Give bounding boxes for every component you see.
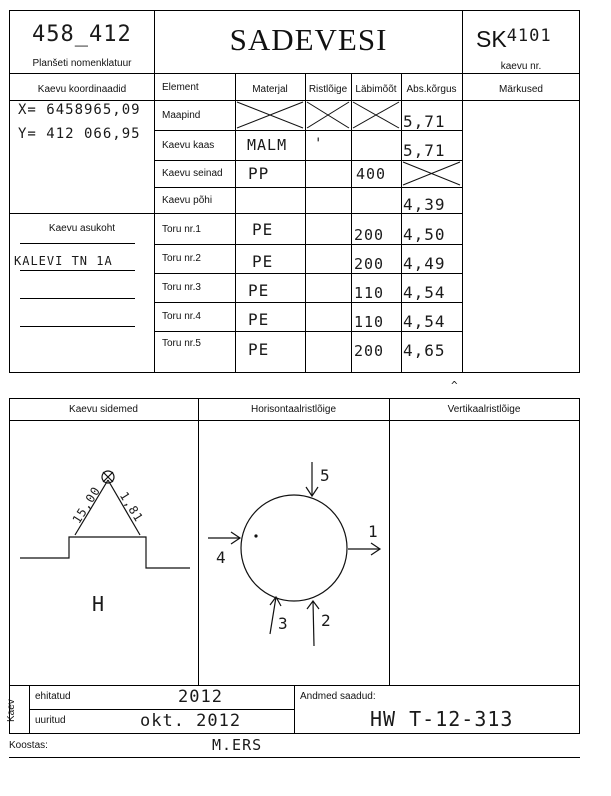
connections-label: Kaevu sidemed [69, 404, 138, 415]
abs-bottom: 4,39 [403, 195, 446, 214]
col-header-material: Materjal [252, 84, 288, 95]
data-source-label: Andmed saadud: [300, 691, 376, 702]
row-label-ground: Maapind [162, 110, 201, 121]
pipe-4-label: 4 [216, 548, 227, 567]
diameter-pipe-1: 200 [354, 226, 385, 244]
location-label: Kaevu asukoht [48, 223, 116, 234]
row-label-walls: Kaevu seinad [162, 168, 223, 179]
pipe-2-label: 2 [321, 611, 332, 630]
abs-lid: 5,71 [403, 141, 446, 160]
surveyed-value: okt. 2012 [140, 711, 242, 731]
material-walls: PP [248, 164, 270, 183]
data-source-value: HW T-12-313 [370, 707, 514, 731]
diameter-pipe-3: 110 [354, 284, 385, 302]
built-label: ehitatud [35, 691, 71, 702]
row-label-pipe-2: Toru nr.2 [162, 253, 201, 264]
distance-left-label: 15,00 [69, 483, 104, 527]
coords-label: Kaevu koordinaadid [37, 84, 127, 95]
material-pipe-4: PE [248, 310, 270, 329]
location-value: KALEVI TN 1A [14, 254, 113, 268]
row-label-pipe-1: Toru nr.1 [162, 224, 201, 235]
col-header-element: Element [162, 82, 199, 93]
row-label-pipe-5: Toru nr.5 [162, 338, 201, 349]
material-pipe-5: PE [248, 340, 270, 359]
author-label: Koostas: [9, 740, 48, 751]
pipe-2-arrow [313, 601, 314, 646]
abs-pipe-2: 4,49 [403, 254, 446, 273]
material-pipe-2: PE [252, 252, 274, 271]
distance-right-label: 1,81 [116, 489, 147, 525]
col-header-notes: Märkused [499, 84, 543, 95]
pipe-3-arrow [270, 597, 276, 634]
stray-mark: ^ [451, 379, 459, 392]
kaev-label: Kaev [6, 699, 17, 722]
author-value: M.ERS [212, 736, 263, 754]
row-label-pipe-3: Toru nr.3 [162, 282, 201, 293]
material-pipe-3: PE [248, 281, 270, 300]
row-label-bottom: Kaevu põhi [162, 195, 213, 206]
coord-y-value: Y= 412 066,95 [18, 126, 141, 142]
well-id-number: 4101 [506, 26, 552, 46]
material-lid: MALM [247, 136, 288, 154]
pipe-1-label: 1 [368, 522, 379, 541]
surveyed-label: uuritud [35, 715, 66, 726]
pipe-3-label: 3 [278, 614, 289, 633]
map-sheet-label: Planšeti nomenklatuur [32, 58, 132, 69]
abs-pipe-4: 4,54 [403, 312, 446, 331]
col-header-diameter: Läbimõõt [355, 84, 397, 95]
material-pipe-1: PE [252, 220, 274, 239]
house-label: H [92, 592, 106, 616]
diameter-pipe-2: 200 [354, 255, 385, 273]
abs-pipe-3: 4,54 [403, 283, 446, 302]
cross-lid: ' [314, 136, 324, 152]
col-header-abs: Abs.kõrgus [406, 84, 457, 95]
coord-x-value: X= 6458965,09 [18, 102, 141, 118]
col-header-cross: Ristlõige [308, 84, 348, 95]
diameter-walls: 400 [356, 165, 387, 183]
well-id-prefix: SK [476, 26, 507, 52]
map-sheet-value: 458_412 [32, 22, 132, 47]
diameter-pipe-4: 110 [354, 313, 385, 331]
page-title: SADEVESI [229, 22, 388, 57]
row-label-pipe-4: Toru nr.4 [162, 311, 201, 322]
pipe-5-label: 5 [320, 466, 331, 485]
abs-pipe-1: 4,50 [403, 225, 446, 244]
abs-pipe-5: 4,65 [403, 341, 446, 360]
vertical-section-label: Vertikaalristlõige [447, 404, 521, 415]
abs-ground: 5,71 [403, 112, 446, 131]
diameter-pipe-5: 200 [354, 342, 385, 360]
horizontal-section-label: Horisontaalristlõige [250, 404, 337, 415]
well-no-label: kaevu nr. [500, 61, 542, 72]
row-label-lid: Kaevu kaas [162, 140, 215, 151]
built-value: 2012 [178, 687, 223, 707]
